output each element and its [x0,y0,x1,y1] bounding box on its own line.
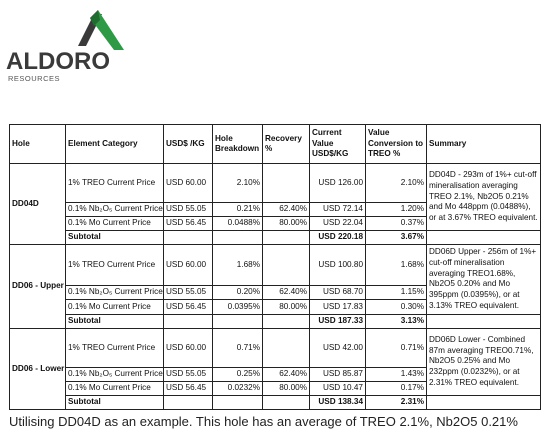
company-logo [4,6,134,82]
current-value-cell: USD 100.80 [310,245,366,286]
subtotal-empty-cell [164,395,213,409]
value-conversion-cell: 1.43% [366,367,427,381]
element-category-cell: 0.1% Nb₂O₅ Current Price [66,203,164,217]
header-hole: Hole [10,125,66,164]
hole-breakdown-cell: 0.25% [213,367,263,381]
current-value-cell: USD 42.00 [310,328,366,367]
usd-per-kg-cell: USD 55.05 [164,367,213,381]
element-category-cell: 1% TREO Current Price [66,164,164,203]
subtotal-empty-cell [263,231,310,245]
current-value-cell: USD 85.87 [310,367,366,381]
usd-per-kg-cell: USD 56.45 [164,300,213,315]
current-value-cell: USD 17.83 [310,300,366,315]
recovery-cell: 62.40% [263,203,310,217]
usd-per-kg-cell: USD 56.45 [164,381,213,395]
recovery-cell: 62.40% [263,367,310,381]
usd-per-kg-cell: USD 60.00 [164,164,213,203]
header-hole-breakdown: Hole Breakdown [213,125,263,164]
hole-breakdown-cell: 0.0488% [213,217,263,231]
usd-per-kg-cell: USD 55.05 [164,203,213,217]
table-header-row [10,125,541,164]
recovery-cell: 80.00% [263,300,310,315]
subtotal-label: Subtotal [66,314,164,328]
value-conversion-cell: 0.17% [366,381,427,395]
recovery-cell [263,245,310,286]
logo-wordmark: ALDORO [6,48,110,75]
hole-breakdown-cell: 0.20% [213,285,263,300]
table-row [10,245,541,286]
subtotal-row [10,314,541,328]
subtotal-value: USD 187.33 [310,314,366,328]
recovery-cell [263,328,310,367]
subtotal-row [10,231,541,245]
hole-id-cell: DD06 - Lower [10,328,66,409]
subtotal-empty-cell [213,395,263,409]
subtotal-summary-empty [427,314,541,328]
current-value-cell: USD 68.70 [310,285,366,300]
usd-per-kg-cell: USD 55.05 [164,285,213,300]
header-usd-per-kg: USD$ /KG [164,125,213,164]
element-category-cell: 1% TREO Current Price [66,328,164,367]
subtotal-empty-cell [213,314,263,328]
subtotal-label: Subtotal [66,395,164,409]
value-conversion-cell: 0.71% [366,328,427,367]
current-value-cell: USD 72.14 [310,203,366,217]
hole-breakdown-cell: 0.21% [213,203,263,217]
resource-value-table [9,124,541,410]
hole-breakdown-cell: 0.71% [213,328,263,367]
subtotal-row [10,395,541,409]
subtotal-empty-cell [263,395,310,409]
element-category-cell: 1% TREO Current Price [66,245,164,286]
header-recovery: Recovery % [263,125,310,164]
element-category-cell: 0.1% Mo Current Price [66,381,164,395]
current-value-cell: USD 22.04 [310,217,366,231]
value-conversion-cell: 1.68% [366,245,427,286]
value-conversion-cell: 0.37% [366,217,427,231]
header-summary: Summary [427,125,541,164]
element-category-cell: 0.1% Nb₂O₅ Current Price [66,285,164,300]
usd-per-kg-cell: USD 56.45 [164,217,213,231]
subtotal-conversion: 3.67% [366,231,427,245]
subtotal-empty-cell [263,314,310,328]
subtotal-conversion: 2.31% [366,395,427,409]
value-conversion-cell: 1.20% [366,203,427,217]
table-row [10,164,541,203]
hole-id-cell: DD06 - Upper [10,245,66,329]
subtotal-summary-empty [427,231,541,245]
element-category-cell: 0.1% Nb₂O₅ Current Price [66,367,164,381]
value-conversion-cell: 1.15% [366,285,427,300]
subtotal-summary-empty [427,395,541,409]
current-value-cell: USD 10.47 [310,381,366,395]
hole-breakdown-cell: 1.68% [213,245,263,286]
body-paragraph: Utilising DD04D as an example. This hole has an average of TREO 2.1%, Nb2O5 0.21% [9,414,518,429]
hole-breakdown-cell: 0.0232% [213,381,263,395]
table-row [10,328,541,367]
header-element-category: Element Category [66,125,164,164]
usd-per-kg-cell: USD 60.00 [164,245,213,286]
current-value-cell: USD 126.00 [310,164,366,203]
summary-cell: DD04D - 293m of 1%+ cut-off mineralisation averaging TREO 2.1%, Nb2O5 0.21% and Mo 448ppm (0.0488%), or at 3.67% TREO equivalent. [427,164,541,231]
usd-per-kg-cell: USD 60.00 [164,328,213,367]
subtotal-empty-cell [164,314,213,328]
subtotal-empty-cell [164,231,213,245]
element-category-cell: 0.1% Mo Current Price [66,217,164,231]
recovery-cell: 80.00% [263,381,310,395]
recovery-cell [263,164,310,203]
subtotal-value: USD 138.34 [310,395,366,409]
subtotal-empty-cell [213,231,263,245]
element-category-cell: 0.1% Mo Current Price [66,300,164,315]
hole-breakdown-cell: 2.10% [213,164,263,203]
value-conversion-cell: 0.30% [366,300,427,315]
summary-cell: DD06D Upper - 256m of 1%+ cut-off mineralisation averaging TREO1.68%, Nb2O5 0.20% and Mo 395ppm (0.0395%), or at 3.13% TREO equivalent. [427,245,541,315]
header-value-conversion: Value Conversion to TREO % [366,125,427,164]
subtotal-conversion: 3.13% [366,314,427,328]
hole-breakdown-cell: 0.0395% [213,300,263,315]
hole-id-cell: DD04D [10,164,66,245]
subtotal-label: Subtotal [66,231,164,245]
logo-subtitle: RESOURCES [8,74,61,83]
header-current-value: Current Value USD$/KG [310,125,366,164]
recovery-cell: 62.40% [263,285,310,300]
recovery-cell: 80.00% [263,217,310,231]
summary-cell: DD06D Lower - Combined 87m averaging TREO0.71%, Nb2O5 0.25% and Mo 232ppm (0.0232%), or at 2.31% TREO equivalent. [427,328,541,395]
subtotal-value: USD 220.18 [310,231,366,245]
value-conversion-cell: 2.10% [366,164,427,203]
